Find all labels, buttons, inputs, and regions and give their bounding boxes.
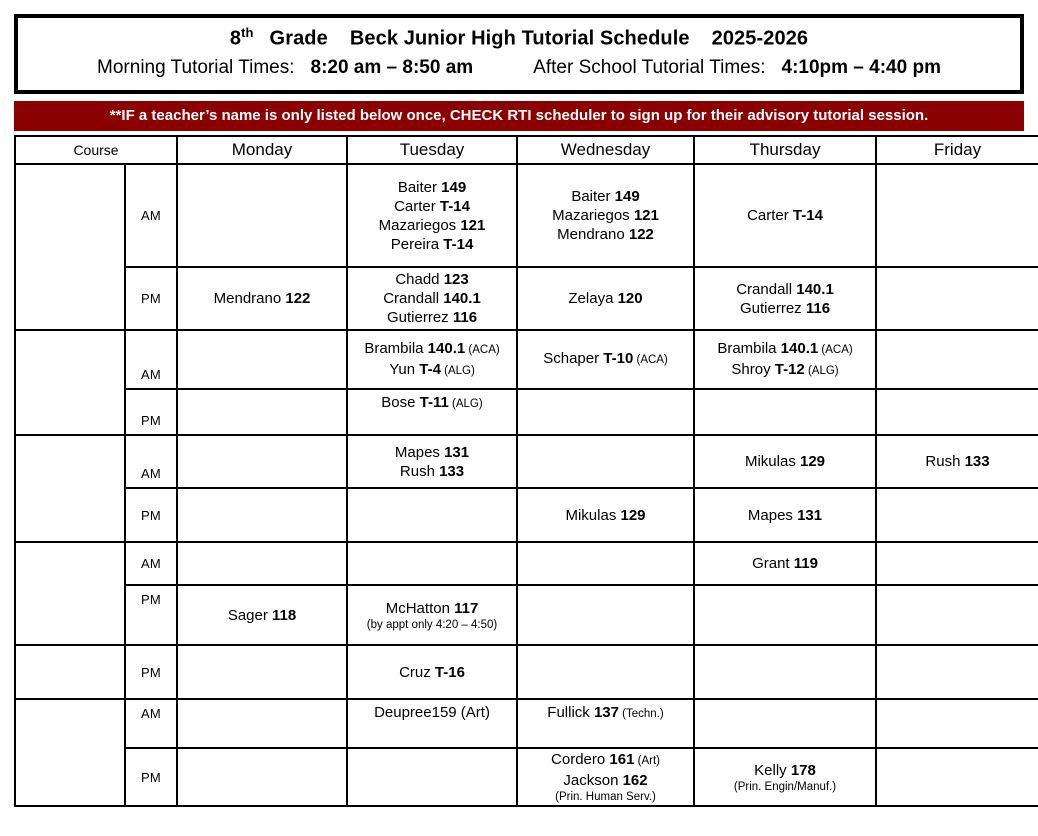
cell-rla-pm-tuesday — [348, 268, 516, 329]
cell-math-am-monday — [178, 331, 346, 388]
tutorial-times-line — [28, 57, 1010, 79]
grade-number: 8 — [229, 27, 242, 50]
cell-math-am-tuesday — [348, 331, 516, 388]
entry: Sager 118 — [227, 606, 297, 624]
period-label-rla-am: AM — [126, 165, 176, 266]
cell-history-pm-wednesday — [518, 586, 693, 644]
table-row-history-pm — [16, 586, 1038, 644]
cell-math-pm-friday — [877, 390, 1038, 434]
cell-finearts-pm-monday — [178, 749, 346, 805]
course-name-spanish: Spanish — [39, 662, 101, 682]
entry: Mapes 131 — [747, 506, 823, 524]
period-label-finearts-am: AM — [126, 700, 176, 747]
cell-science-pm-tuesday — [348, 489, 516, 541]
grade-word: Grade — [269, 27, 328, 50]
entry: Chadd 123 — [395, 271, 469, 288]
cell-spanish-pm-wednesday — [518, 646, 693, 698]
entry: Rush 133 — [925, 453, 990, 470]
cell-science-am-friday — [877, 436, 1038, 487]
course-sub-rla-line1: (Reading — [46, 243, 94, 256]
cell-history-pm-tuesday — [348, 586, 516, 644]
entry: Mikulas 129 — [565, 506, 646, 524]
table-row-spanish-pm — [16, 646, 1038, 698]
entry: Mendrano 122 — [557, 226, 654, 243]
after-school-times-label: After School Tutorial Times: — [533, 56, 766, 78]
table-row-science-am — [16, 436, 1038, 487]
cell-finearts-pm-tuesday — [348, 749, 516, 805]
header-course: Course — [16, 137, 176, 163]
cell-science-pm-wednesday — [518, 489, 693, 541]
table-row-finearts-am — [16, 700, 1038, 747]
school-year: 2025-2026 — [711, 27, 809, 50]
entry: Crandall 140.1 — [736, 280, 834, 298]
table-row-rla-am — [16, 165, 1038, 266]
page-title — [28, 25, 1010, 51]
entry: Cordero 161 (Art) — [551, 751, 660, 768]
morning-times-label: Morning Tutorial Times: — [97, 56, 295, 78]
course-label-science — [16, 436, 124, 541]
entry: Mazariegos 121 — [552, 207, 659, 224]
cell-history-am-wednesday — [518, 543, 693, 584]
header-friday: Friday — [877, 137, 1038, 163]
cell-spanish-pm-monday — [178, 646, 346, 698]
entry: Jackson 162 — [563, 772, 648, 789]
course-label-spanish — [16, 646, 124, 698]
cell-finearts-pm-wednesday — [518, 749, 693, 805]
morning-times-value: 8:20 am – 8:50 am — [310, 56, 474, 78]
cell-history-pm-monday — [178, 586, 346, 644]
cell-science-am-tuesday — [348, 436, 516, 487]
period-label-math-pm: PM — [126, 390, 176, 434]
course-label-rla — [16, 165, 124, 329]
cell-rla-pm-wednesday — [518, 268, 693, 329]
cell-math-pm-thursday — [695, 390, 875, 434]
period-label-rla-pm: PM — [126, 268, 176, 329]
entry-note: (by appt only 4:20 – 4:50) — [366, 618, 498, 631]
cell-finearts-am-wednesday — [518, 700, 693, 747]
period-label-math-am: AM — [126, 331, 176, 388]
entry: Mendrano 122 — [213, 290, 311, 307]
header-wednesday: Wednesday — [518, 137, 693, 163]
entry: Deupree159 (Art) — [374, 704, 490, 721]
table-row-finearts-pm — [16, 749, 1038, 805]
table-row-history-am — [16, 543, 1038, 584]
period-label-science-am: AM — [126, 436, 176, 487]
table-row-math-pm — [16, 390, 1038, 434]
cell-finearts-am-friday — [877, 700, 1038, 747]
period-label-finearts-pm: PM — [126, 749, 176, 805]
cell-math-am-wednesday — [518, 331, 693, 388]
grade-ordinal-suffix: th — [241, 25, 254, 40]
cell-rla-am-friday — [877, 165, 1038, 266]
course-label-math — [16, 331, 124, 434]
course-name-history: U.S. History — [24, 584, 116, 603]
entry: Mazariegos 121 — [378, 216, 486, 234]
cell-history-pm-thursday — [695, 586, 875, 644]
entry: Baiter 149 — [397, 178, 467, 196]
after-school-times-value: 4:10pm – 4:40 pm — [781, 56, 941, 78]
entry: Cruz T-16 — [399, 663, 465, 681]
period-label-history-pm: PM — [126, 586, 176, 644]
table-row-math-am — [16, 331, 1038, 388]
cell-history-am-tuesday — [348, 543, 516, 584]
cell-spanish-pm-thursday — [695, 646, 875, 698]
entry-note: (Prin. Engin/Manuf.) — [733, 780, 837, 793]
course-name-math: Math — [51, 373, 89, 392]
cell-science-am-monday — [178, 436, 346, 487]
cell-rla-pm-thursday — [695, 268, 875, 329]
entry: Kelly 178 — [754, 761, 816, 779]
cell-history-am-thursday — [695, 543, 875, 584]
entry-note: (Prin. Human Serv.) — [555, 791, 656, 803]
cell-rla-pm-friday — [877, 268, 1038, 329]
course-name-finearts-line2: Electives — [35, 752, 105, 772]
header-monday: Monday — [178, 137, 346, 163]
rti-notice-banner: **IF a teacher’s name is only listed below once, CHECK RTI scheduler to sign up for their advisory tutorial session. — [14, 101, 1024, 131]
cell-rla-am-wednesday — [518, 165, 693, 266]
entry: Brambila 140.1 (ACA) — [717, 339, 853, 357]
cell-science-am-thursday — [695, 436, 875, 487]
entry: Grant 119 — [752, 555, 818, 572]
entry: Shroy T-12 (ALG) — [731, 360, 839, 378]
course-sub-rla-line2: Language Arts) — [29, 256, 111, 269]
cell-rla-am-monday — [178, 165, 346, 266]
title-banner — [14, 14, 1024, 94]
header-tuesday: Tuesday — [348, 137, 516, 163]
cell-science-pm-friday — [877, 489, 1038, 541]
cell-finearts-am-monday — [178, 700, 346, 747]
cell-spanish-pm-tuesday — [348, 646, 516, 698]
school-title: Beck Junior High Tutorial Schedule — [349, 27, 690, 50]
cell-science-pm-monday — [178, 489, 346, 541]
entry: Fullick 137 (Techn.) — [547, 704, 664, 721]
entry: Carter T-14 — [747, 207, 823, 224]
cell-rla-am-thursday — [695, 165, 875, 266]
entry: Rush 133 — [399, 462, 465, 480]
cell-math-pm-tuesday — [348, 390, 516, 434]
cell-finearts-pm-thursday — [695, 749, 875, 805]
cell-history-am-friday — [877, 543, 1038, 584]
header-thursday: Thursday — [695, 137, 875, 163]
entry: Carter T-14 — [394, 197, 470, 215]
course-name-finearts-line1: Fine Arts — [36, 733, 104, 753]
period-label-spanish-pm: PM — [126, 646, 176, 698]
cell-math-am-thursday — [695, 331, 875, 388]
entry: Zelaya 120 — [568, 290, 643, 307]
course-label-history — [16, 543, 124, 644]
course-label-finearts — [16, 700, 124, 805]
entry: Gutierrez 116 — [386, 309, 478, 326]
entry: Baiter 149 — [571, 188, 640, 205]
entry: Crandall 140.1 — [383, 290, 481, 307]
cell-math-pm-monday — [178, 390, 346, 434]
period-label-science-pm: PM — [126, 489, 176, 541]
course-name-science: Science — [39, 479, 101, 498]
table-row-science-pm — [16, 489, 1038, 541]
entry: Gutierrez 116 — [739, 299, 831, 317]
entry: Mapes 131 — [394, 443, 470, 461]
cell-science-pm-thursday — [695, 489, 875, 541]
cell-finearts-am-thursday — [695, 700, 875, 747]
entry: Brambila 140.1 (ACA) — [364, 339, 500, 357]
cell-rla-pm-monday — [178, 268, 346, 329]
table-header-row — [16, 137, 1038, 163]
cell-science-am-wednesday — [518, 436, 693, 487]
entry: McHatton 117 — [385, 599, 479, 617]
cell-history-am-monday — [178, 543, 346, 584]
course-name-rla: RLA — [53, 224, 87, 244]
cell-spanish-pm-friday — [877, 646, 1038, 698]
tutorial-schedule-table — [14, 135, 1038, 807]
cell-math-pm-wednesday — [518, 390, 693, 434]
entry: Mikulas 129 — [744, 453, 826, 470]
entry: Bose T-11 (ALG) — [381, 394, 483, 411]
cell-finearts-am-tuesday — [348, 700, 516, 747]
cell-rla-am-tuesday — [348, 165, 516, 266]
cell-finearts-pm-friday — [877, 749, 1038, 805]
cell-history-pm-friday — [877, 586, 1038, 644]
table-row-rla-pm — [16, 268, 1038, 329]
entry: Schaper T-10 (ACA) — [543, 350, 668, 367]
entry: Pereira T-14 — [390, 235, 474, 253]
entry: Yun T-4 (ALG) — [389, 360, 475, 378]
period-label-history-am: AM — [126, 543, 176, 584]
cell-math-am-friday — [877, 331, 1038, 388]
